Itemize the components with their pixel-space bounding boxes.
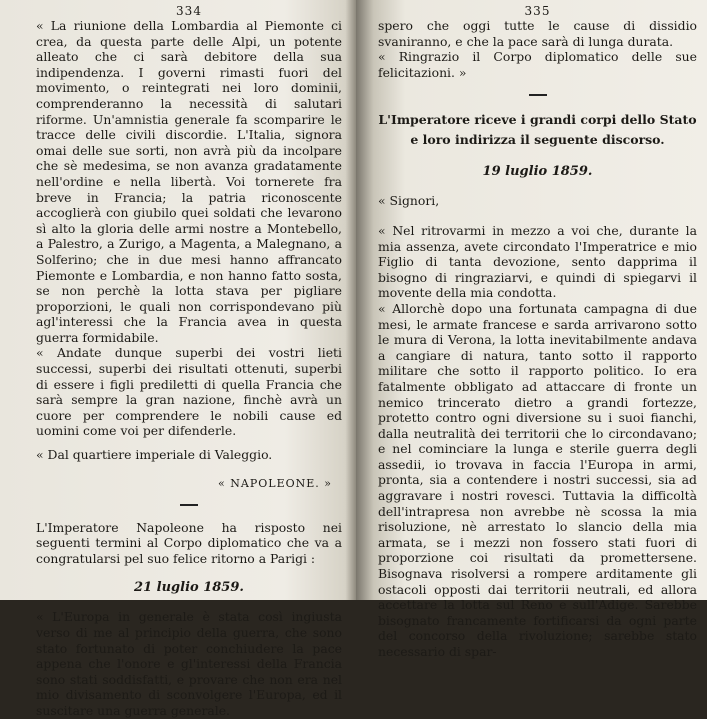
right-page bbox=[356, 0, 707, 659]
date-heading: 21 luglio 1859. bbox=[134, 580, 244, 596]
signature: « NAPOLEONE. » bbox=[218, 476, 332, 490]
paragraph: « Allorchè dopo una fortunata campagna di due mesi, le armate francese e sarda arrivarono sotto le mura di Verona, la lotta inevitabilmente andava a cangiare di natura, tanto sotto il rapporto militare che sotto il rapporto politico. Io era fatalmente obbligato ad attaccare di fronte un nemico trincerato dietro a grandi fortezze, protetto contro ogni diversione su i suoi fianchi, dalla neutralità dei territorii che lo circondavano; e nel cominciare la lunga e sterile guerra degli assedii, io trovava in faccia l'Europa in armi, pronta, sia a contendere i nostri successi, sia ad aggravare i nostri rovesci. Tuttavia la difficoltà dell'intrapresa non avrebbe nè scossa la mia risoluzione, nè arrestato lo slancio della mia armata, se i mezzi non fossero stati fuori di proporzione coi risultati da promettersene. Bisognava risolversi a rompere arditamente gli ostacoli opposti dai territorii neutrali, ed allora accettare la lotta sul Reno e sull'Adige. Sarebbe bisognato francamente fortificarsi da ogni parte del concorso della rivoluzione; sarebbe stato necessario di spar- bbox=[378, 300, 697, 659]
page-number: 335 bbox=[524, 4, 551, 18]
date-heading: 19 luglio 1859. bbox=[482, 164, 593, 180]
separator-rule bbox=[529, 94, 547, 96]
paragraph: « L'Europa in generale è stata così ingiusta verso di me al principio della guerra, che sono stato fortunato di poter conchiudere la pace appena che l'onore e gl'interessi della Francia sono stati soddisfatti, e provare che non era nel mio divisamento di sconvolgere l'Europa, ed il suscitare una guerra generale. bbox=[36, 609, 342, 718]
paragraph: spero che oggi tutte le cause di dissidio svaniranno, e che la pace sarà di lunga durata. bbox=[378, 18, 697, 49]
salutation: « Signori, bbox=[378, 193, 440, 209]
paragraph: « Andate dunque superbi dei vostri lieti successi, superbi dei risultati ottenuti, superbi di essere i figli prediletti di quella Francia che sarà sempre la gran nazione, finchè avrà un cuore per comprendere le nobili cause ed uomini come voi per difenderle. bbox=[36, 345, 342, 439]
paragraph: L'Imperatore Napoleone ha risposto nei seguenti termini al Corpo diplomatico che va a congratularsi pel suo felice ritorno a Parigi : bbox=[36, 519, 342, 566]
paragraph: « Dal quartiere imperiale di Valeggio. bbox=[36, 447, 273, 463]
paragraph: « La riunione della Lombardia al Piemonte ci crea, da questa parte delle Alpi, un potente alleato che ci sarà debitore della sua indipendenza. I governi rimasti fuori del movimento, o reintegrati nei loro dominii, comprenderanno la necessità di salutari riforme. Un'amnistia generale fa scomparire le tracce delle civili discordie. L'Italia, signora omai delle sue sorti, non avrà più da incolpare che sè medesima, se non avanza gradatamente nell'ordine e nella libertà. Voi tornerete fra breve in Francia; la patria riconoscente accoglierà con giubilo quei soldati che levarono sì alto la gloria delle armi nostre a Montebello, a Palestro, a Zurigo, a Magenta, a Malegnano, a Solferino; che in due mesi hanno affrancato Piemonte e Lombardia, e non hanno fatto sosta, se non perchè la lotta stava per pigliare proporzioni, le quali non corrispondevano più agl'interessi che la Francia avea in questa guerra formidabile. bbox=[36, 18, 342, 345]
page-number: 334 bbox=[176, 4, 202, 18]
paragraph: « Nel ritrovarmi in mezzo a voi che, durante la mia assenza, avete circondato l'Imperatrice e mio Figlio di tanta devozione, sento dapprima il bisogno di ringraziarvi, e quindi di spiegarvi il movente della mia condotta. bbox=[378, 222, 697, 301]
section-title: L'Imperatore riceve i grandi corpi dello Stato e loro indirizza il seguente discorso. bbox=[378, 112, 697, 148]
separator-rule bbox=[180, 504, 198, 506]
paragraph: « Ringrazio il Corpo diplomatico delle sue felicitazioni. » bbox=[378, 49, 697, 80]
